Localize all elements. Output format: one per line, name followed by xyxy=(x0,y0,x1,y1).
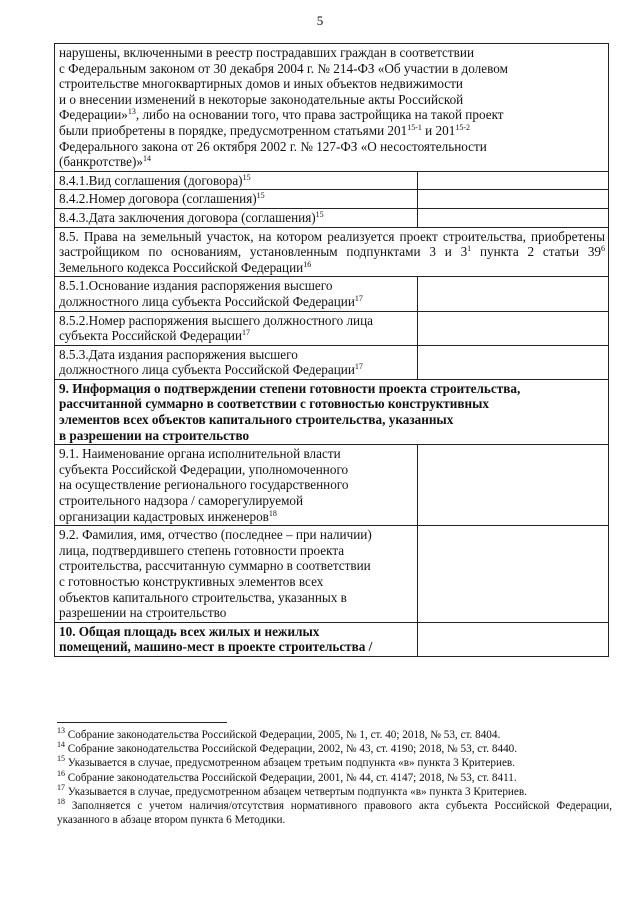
intro-line: и о внесении изменений в некоторые законодательные акты Российской xyxy=(59,91,464,107)
row-value-cell[interactable] xyxy=(418,445,609,526)
footnote-ref: 13 xyxy=(127,107,136,117)
footnote-ref: 14 xyxy=(142,154,151,164)
row-value-cell[interactable] xyxy=(418,277,609,311)
intro-line: строительстве многоквартирных домов и иных объектов недвижимости xyxy=(59,76,463,92)
row-8-4-2 xyxy=(55,190,609,209)
row-label: 8.5.1.Основание издания распоряжения высшего должностного лица субъекта Российской Федерации$^{17}$ xyxy=(55,277,418,311)
row-value-cell[interactable] xyxy=(418,190,609,209)
footnote-ref: 15-1 xyxy=(407,122,422,132)
row-value-cell[interactable] xyxy=(418,208,609,227)
row-value-cell[interactable] xyxy=(418,622,609,656)
row-8-5-2 xyxy=(55,311,609,345)
intro-line: Федерального закона от 26 октября 2002 г. № 127-ФЗ «О несостоятельности xyxy=(59,138,487,154)
row-label: 8.4.1.Вид соглашения (договора)$^{15}$ xyxy=(55,171,418,190)
form-table xyxy=(54,43,609,657)
row-value-cell[interactable] xyxy=(418,171,609,190)
row-value-cell[interactable] xyxy=(418,311,609,345)
intro-line: с Федеральным законом от 30 декабря 2004 г. № 214-ФЗ «Об участии в долевом xyxy=(59,60,508,76)
footnote: $^{14}$ Собрание законодательства Российской Федерации, 2002, № 43, ст. 4190; 2018, № 53, ст. 8440. xyxy=(57,740,518,756)
row-8-5-3 xyxy=(55,345,609,379)
footnote: $^{17}$ Указывается в случае, предусмотренном абзацем четвертым подпункта «в» пункта 3 Критериев. xyxy=(57,782,527,798)
intro-line: (банкротстве)»$^{14}$ xyxy=(59,154,151,170)
footnote: $^{15}$ Указывается в случае, предусмотренном абзацем третьим подпункта «в» пункта 3 Критериев. xyxy=(57,754,515,770)
row-10 xyxy=(55,622,609,656)
intro-cell xyxy=(55,44,609,172)
row-8-4-3 xyxy=(55,208,609,227)
section-9-heading xyxy=(55,379,609,444)
footnotes xyxy=(57,728,612,827)
intro-line: нарушены, включенными в реестр пострадавших граждан в соответствии xyxy=(59,45,475,60)
row-label: 9.2. Фамилия, имя, отчество (последнее – при наличии) лица, подтвердившего степень готовности проекта строительства, рассчитанную суммарно в соответствии с готовностью конструктивных элементов всех объектов капитального строительства, указанных в разрешении на строительство xyxy=(55,526,418,623)
row-9-2 xyxy=(55,526,609,623)
row-label: 8.5.3.Дата издания распоряжения высшего должностного лица субъекта Российской Федерации$^{17}$ xyxy=(55,345,418,379)
row-8-5-text: 8.5. Права на земельный участок, на котором реализуется проект строительства, приобретены застройщиком по основаниям, установленным подпунктами 3 и $3^1$ пункта 2 статьи $39^6$ Земельного кодекса Российской Федерации$^{16}$ xyxy=(55,227,609,277)
row-label: 8.5.2.Номер распоряжения высшего должностного лица субъекта Российской Федерации$^{17}$ xyxy=(55,311,418,345)
row-value-cell[interactable] xyxy=(418,345,609,379)
row-label: 9.1. Наименование органа исполнительной власти субъекта Российской Федерации, уполномоченного на осуществление регионального государственного строительного надзора / саморегулируемой организации кадастровых инженеров$^{18}$ xyxy=(55,445,418,526)
intro-line: были приобретены в порядке, предусмотренном статьями 201$^{15-1}$ и 201$^{15-2}$ xyxy=(59,122,470,138)
footnote-divider xyxy=(57,722,227,723)
intro-line: Федерации»$^{13}$, либо на основании того, что права застройщика на такой проект xyxy=(59,107,504,123)
row-8-4-1 xyxy=(55,171,609,190)
footnote-ref: 15-2 xyxy=(455,122,470,132)
footnote: $^{13}$ Собрание законодательства Российской Федерации, 2005, № 1, ст. 40; 2018, № 53, ст. 8404. xyxy=(57,726,501,741)
row-8-5 xyxy=(55,227,609,277)
row-9-1 xyxy=(55,445,609,526)
footnote: $^{16}$ Собрание законодательства Российской Федерации, 2001, № 44, ст. 4147; 2018, № 53, ст. 8411. xyxy=(57,768,517,784)
section-9-title: 9. Информация о подтверждении степени готовности проекта строительства, рассчитанной суммарно в соответствии с готовностью конструктивных элементов всех объектов капитального строительства, указанных в разрешении на строительство xyxy=(55,379,609,444)
page-number: 5 xyxy=(316,13,324,28)
footnote: $^{18}$ Заполняется с учетом наличия/отсутствия нормативного правового акта субъекта Российской Федерации, указанного в абзаце втором пункта 6 Методики. xyxy=(57,797,612,827)
row-label: 8.4.3.Дата заключения договора (соглашения)$^{15}$ xyxy=(55,208,418,227)
section-10-label: 10. Общая площадь всех жилых и нежилых помещений, машино-мест в проекте строительства / xyxy=(55,622,418,656)
row-value-cell[interactable] xyxy=(418,526,609,623)
row-label: 8.4.2.Номер договора (соглашения)$^{15}$ xyxy=(55,190,418,209)
intro-row xyxy=(55,44,609,172)
row-8-5-1 xyxy=(55,277,609,311)
